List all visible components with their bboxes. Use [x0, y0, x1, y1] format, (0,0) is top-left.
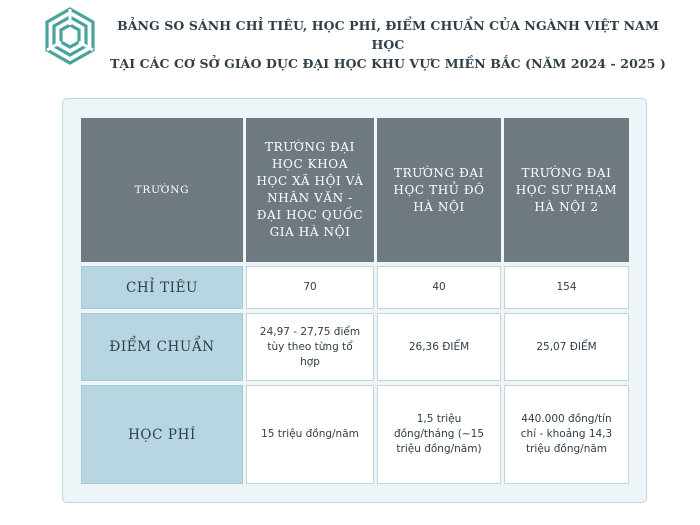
tuition-ussh: 15 triệu đồng/năm — [246, 385, 374, 484]
quota-ussh: 70 — [246, 266, 374, 309]
row-label-cutoff-score: ĐIỂM CHUẨN — [81, 313, 243, 381]
header-school-hpu2: TRƯỜNG ĐẠI HỌC SƯ PHẠM HÀ NỘI 2 — [504, 118, 629, 262]
cutoff-hnmu: 26,36 ĐIỂM — [377, 313, 501, 381]
header-school-hnmu: TRƯỜNG ĐẠI HỌC THỦ ĐÔ HÀ NỘI — [377, 118, 501, 262]
row-label-tuition: HỌC PHÍ — [81, 385, 243, 484]
title-line-1: BẢNG SO SÁNH CHỈ TIÊU, HỌC PHÍ, ĐIỂM CHUẨN CỦA NGÀNH VIỆT NAM HỌC — [117, 18, 659, 52]
tuition-hpu2: 440.000 đồng/tín chỉ - khoảng 14,3 triệu đồng/năm — [504, 385, 629, 484]
cutoff-hpu2: 25,07 ĐIỂM — [504, 313, 629, 381]
hexagon-logo-icon — [40, 6, 100, 66]
cutoff-ussh: 24,97 - 27,75 điểm tùy theo từng tổ hợp — [246, 313, 374, 381]
quota-hnmu: 40 — [377, 266, 501, 309]
header-school-ussh: TRƯỜNG ĐẠI HỌC KHOA HỌC XÃ HỘI VÀ NHÂN VĂN - ĐẠI HỌC QUỐC GIA HÀ NỘI — [246, 118, 374, 262]
row-label-quota: CHỈ TIÊU — [81, 266, 243, 309]
page-title — [108, 16, 668, 73]
quota-hpu2: 154 — [504, 266, 629, 309]
comparison-panel — [62, 98, 647, 503]
title-line-2: TẠI CÁC CƠ SỞ GIÁO DỤC ĐẠI HỌC KHU VỰC MIỀN BẮC (NĂM 2024 - 2025 ) — [110, 56, 666, 71]
tuition-hnmu: 1,5 triệu đồng/tháng (~15 triệu đồng/năm) — [377, 385, 501, 484]
header-school-label: TRƯỜNG — [81, 118, 243, 262]
